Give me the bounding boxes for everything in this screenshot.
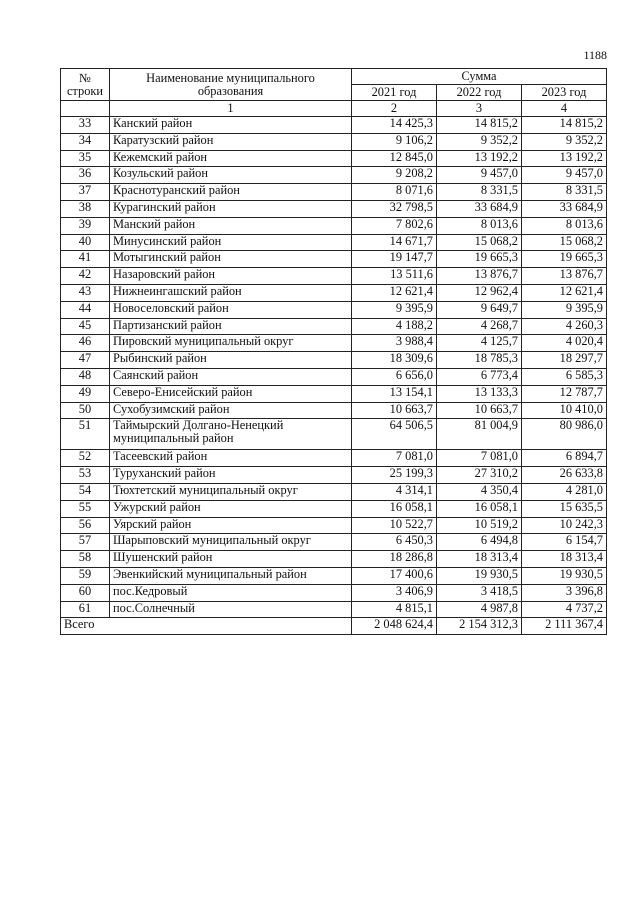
table-row [61, 318, 607, 335]
value-2023: 4 260,3 [522, 318, 607, 335]
value-2021: 18 309,6 [352, 352, 437, 369]
municipality-name: пос.Солнечный [110, 601, 352, 618]
value-2023: 14 815,2 [522, 117, 607, 134]
municipality-name: Краснотуранский район [110, 184, 352, 201]
table-row [61, 251, 607, 268]
municipality-name: Каратузский район [110, 133, 352, 150]
municipality-name: Козульский район [110, 167, 352, 184]
row-number: 37 [61, 184, 110, 201]
value-2023: 18 313,4 [522, 551, 607, 568]
total-2021: 2 048 624,4 [352, 618, 437, 635]
value-2022: 14 815,2 [437, 117, 522, 134]
row-number: 56 [61, 517, 110, 534]
value-2023: 6 585,3 [522, 368, 607, 385]
table-row [61, 217, 607, 234]
value-2021: 10 663,7 [352, 402, 437, 419]
table-row [61, 517, 607, 534]
value-2022: 3 418,5 [437, 584, 522, 601]
value-2022: 4 350,4 [437, 483, 522, 500]
value-2021: 3 988,4 [352, 335, 437, 352]
row-number: 48 [61, 368, 110, 385]
table-row [61, 184, 607, 201]
municipality-name: Нижнеингашский район [110, 284, 352, 301]
row-number: 54 [61, 483, 110, 500]
value-2021: 7 802,6 [352, 217, 437, 234]
value-2021: 4 314,1 [352, 483, 437, 500]
row-number: 46 [61, 335, 110, 352]
value-2021: 12 621,4 [352, 284, 437, 301]
value-2021: 12 845,0 [352, 150, 437, 167]
column-index-4: 4 [522, 101, 607, 117]
row-number: 43 [61, 284, 110, 301]
column-index-1: 1 [110, 101, 352, 117]
value-2021: 32 798,5 [352, 200, 437, 217]
value-2022: 9 649,7 [437, 301, 522, 318]
table-row [61, 301, 607, 318]
table-row [61, 200, 607, 217]
table-row [61, 167, 607, 184]
value-2021: 14 425,3 [352, 117, 437, 134]
column-index-row [61, 101, 607, 117]
value-2021: 7 081,0 [352, 450, 437, 467]
value-2023: 6 894,7 [522, 450, 607, 467]
table-row [61, 368, 607, 385]
value-2022: 8 013,6 [437, 217, 522, 234]
row-number: 58 [61, 551, 110, 568]
municipality-name: Кежемский район [110, 150, 352, 167]
row-number: 38 [61, 200, 110, 217]
value-2023: 4 737,2 [522, 601, 607, 618]
column-index-2: 2 [352, 101, 437, 117]
row-number: 35 [61, 150, 110, 167]
municipality-name: Пировский муниципальный округ [110, 335, 352, 352]
value-2021: 25 199,3 [352, 467, 437, 484]
value-2021: 19 147,7 [352, 251, 437, 268]
row-number: 33 [61, 117, 110, 134]
table-body [61, 117, 607, 618]
value-2021: 64 506,5 [352, 419, 437, 450]
value-2022: 18 785,3 [437, 352, 522, 369]
row-number: 61 [61, 601, 110, 618]
value-2023: 15 635,5 [522, 500, 607, 517]
value-2022: 9 352,2 [437, 133, 522, 150]
table-row [61, 234, 607, 251]
value-2021: 14 671,7 [352, 234, 437, 251]
value-2021: 9 208,2 [352, 167, 437, 184]
year-2023-header: 2023 год [522, 85, 607, 101]
value-2022: 13 192,2 [437, 150, 522, 167]
value-2022: 9 457,0 [437, 167, 522, 184]
municipality-name: пос.Кедровый [110, 584, 352, 601]
table-row [61, 567, 607, 584]
row-number: 51 [61, 419, 110, 450]
value-2021: 13 511,6 [352, 268, 437, 285]
row-number: 60 [61, 584, 110, 601]
value-2021: 17 400,6 [352, 567, 437, 584]
value-2023: 8 013,6 [522, 217, 607, 234]
value-2021: 10 522,7 [352, 517, 437, 534]
year-2021-header: 2021 год [352, 85, 437, 101]
budget-table [60, 68, 607, 635]
value-2021: 4 815,1 [352, 601, 437, 618]
row-number: 52 [61, 450, 110, 467]
table-row [61, 268, 607, 285]
table-row [61, 150, 607, 167]
value-2022: 10 663,7 [437, 402, 522, 419]
table-row [61, 551, 607, 568]
value-2022: 4 987,8 [437, 601, 522, 618]
table-row [61, 335, 607, 352]
total-label: Всего [61, 618, 352, 635]
table-row [61, 419, 607, 450]
row-number: 50 [61, 402, 110, 419]
municipality-name: Северо-Енисейский район [110, 385, 352, 402]
value-2022: 4 268,7 [437, 318, 522, 335]
table-row [61, 385, 607, 402]
value-2021: 16 058,1 [352, 500, 437, 517]
table-row [61, 534, 607, 551]
value-2023: 9 457,0 [522, 167, 607, 184]
municipality-name: Ужурский район [110, 500, 352, 517]
value-2023: 19 930,5 [522, 567, 607, 584]
municipality-name: Саянский район [110, 368, 352, 385]
row-number: 39 [61, 217, 110, 234]
value-2023: 9 352,2 [522, 133, 607, 150]
column-index-3: 3 [437, 101, 522, 117]
page-number: 1188 [583, 48, 607, 62]
value-2022: 81 004,9 [437, 419, 522, 450]
value-2023: 80 986,0 [522, 419, 607, 450]
row-number: 53 [61, 467, 110, 484]
value-2023: 12 621,4 [522, 284, 607, 301]
value-2023: 13 876,7 [522, 268, 607, 285]
row-number-header-symbol: № [79, 70, 91, 85]
table-row [61, 352, 607, 369]
total-2022: 2 154 312,3 [437, 618, 522, 635]
row-number: 40 [61, 234, 110, 251]
row-number: 47 [61, 352, 110, 369]
municipality-name: Манский район [110, 217, 352, 234]
table-row [61, 483, 607, 500]
table-row [61, 402, 607, 419]
value-2023: 4 020,4 [522, 335, 607, 352]
value-2021: 3 406,9 [352, 584, 437, 601]
value-2022: 6 494,8 [437, 534, 522, 551]
value-2023: 15 068,2 [522, 234, 607, 251]
row-number: 44 [61, 301, 110, 318]
value-2022: 10 519,2 [437, 517, 522, 534]
value-2021: 8 071,6 [352, 184, 437, 201]
column-index-0 [61, 101, 110, 117]
municipality-name: Туруханский район [110, 467, 352, 484]
value-2023: 8 331,5 [522, 184, 607, 201]
value-2021: 18 286,8 [352, 551, 437, 568]
row-number: 49 [61, 385, 110, 402]
value-2023: 3 396,8 [522, 584, 607, 601]
value-2022: 33 684,9 [437, 200, 522, 217]
row-number: 55 [61, 500, 110, 517]
row-number: 36 [61, 167, 110, 184]
value-2023: 9 395,9 [522, 301, 607, 318]
value-2022: 18 313,4 [437, 551, 522, 568]
municipality-name: Мотыгинский район [110, 251, 352, 268]
municipality-name: Новоселовский район [110, 301, 352, 318]
municipality-name: Рыбинский район [110, 352, 352, 369]
row-number: 42 [61, 268, 110, 285]
table-row [61, 133, 607, 150]
total-row [61, 618, 607, 635]
value-2021: 9 395,9 [352, 301, 437, 318]
municipality-name: Сухобузимский район [110, 402, 352, 419]
row-number-header [61, 69, 110, 101]
value-2022: 16 058,1 [437, 500, 522, 517]
value-2022: 4 125,7 [437, 335, 522, 352]
table-row [61, 117, 607, 134]
value-2022: 13 876,7 [437, 268, 522, 285]
value-2021: 13 154,1 [352, 385, 437, 402]
table-row [61, 601, 607, 618]
row-number: 59 [61, 567, 110, 584]
value-2022: 19 930,5 [437, 567, 522, 584]
table-row [61, 450, 607, 467]
value-2022: 13 133,3 [437, 385, 522, 402]
value-2022: 8 331,5 [437, 184, 522, 201]
value-2023: 33 684,9 [522, 200, 607, 217]
year-2022-header: 2022 год [437, 85, 522, 101]
municipality-name: Минусинский район [110, 234, 352, 251]
value-2023: 6 154,7 [522, 534, 607, 551]
value-2023: 4 281,0 [522, 483, 607, 500]
municipality-name: Эвенкийский муниципальный район [110, 567, 352, 584]
value-2023: 10 242,3 [522, 517, 607, 534]
value-2023: 18 297,7 [522, 352, 607, 369]
value-2022: 7 081,0 [437, 450, 522, 467]
value-2022: 19 665,3 [437, 251, 522, 268]
municipality-name: Курагинский район [110, 200, 352, 217]
value-2022: 27 310,2 [437, 467, 522, 484]
row-number: 34 [61, 133, 110, 150]
municipality-name: Шарыповский муниципальный округ [110, 534, 352, 551]
value-2021: 4 188,2 [352, 318, 437, 335]
value-2022: 12 962,4 [437, 284, 522, 301]
sum-header: Сумма [352, 69, 607, 85]
value-2021: 6 450,3 [352, 534, 437, 551]
municipality-name: Шушенский район [110, 551, 352, 568]
value-2023: 13 192,2 [522, 150, 607, 167]
value-2022: 15 068,2 [437, 234, 522, 251]
municipality-name: Тасеевский район [110, 450, 352, 467]
value-2023: 10 410,0 [522, 402, 607, 419]
table-row [61, 500, 607, 517]
row-number-header-label: строки [66, 83, 104, 98]
municipality-name: Канский район [110, 117, 352, 134]
row-number: 41 [61, 251, 110, 268]
value-2023: 26 633,8 [522, 467, 607, 484]
value-2023: 12 787,7 [522, 385, 607, 402]
header-row-1 [61, 69, 607, 85]
value-2021: 9 106,2 [352, 133, 437, 150]
municipality-name: Назаровский район [110, 268, 352, 285]
municipality-name: Тюхтетский муниципальный округ [110, 483, 352, 500]
table-row [61, 584, 607, 601]
row-number: 57 [61, 534, 110, 551]
table-row [61, 284, 607, 301]
table-row [61, 467, 607, 484]
total-2023: 2 111 367,4 [522, 618, 607, 635]
value-2022: 6 773,4 [437, 368, 522, 385]
municipality-name-header: Наименование муниципального образования [110, 69, 352, 101]
row-number: 45 [61, 318, 110, 335]
municipality-name: Партизанский район [110, 318, 352, 335]
municipality-name: Уярский район [110, 517, 352, 534]
municipality-name: Таймырский Долгано-Ненецкий муниципальный район [110, 419, 352, 450]
value-2023: 19 665,3 [522, 251, 607, 268]
value-2021: 6 656,0 [352, 368, 437, 385]
